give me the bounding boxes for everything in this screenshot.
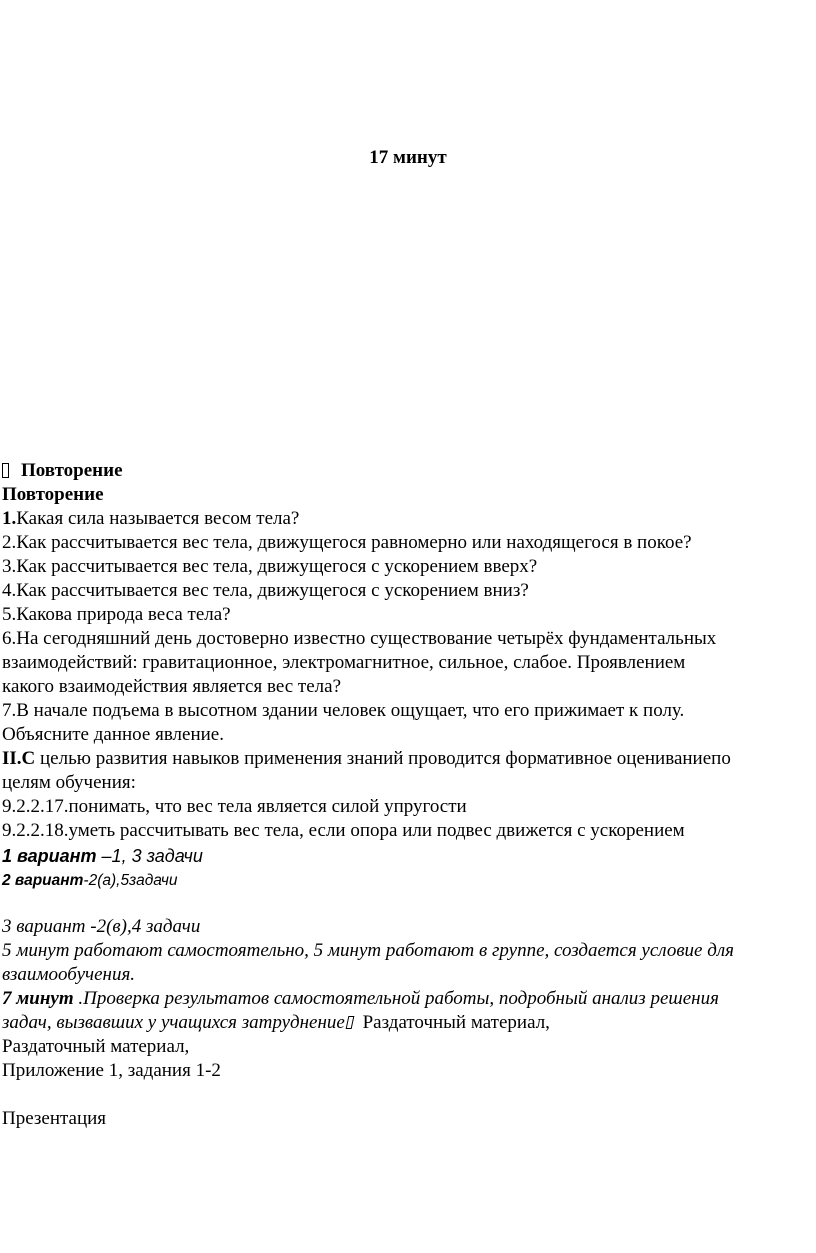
question-3-line: [2, 555, 814, 579]
text-segment: 3.Как рассчитывается вес тела, движущегося с ускорением вверх?: [2, 556, 538, 577]
text-segment: .Проверка результатов самостоятельной работы, подробный анализ решения: [73, 988, 719, 1009]
text-segment: 5 минут работают самостоятельно, 5 минут работают в группе, создается условие для: [2, 940, 734, 961]
text-segment: Раздаточный материал,: [357, 1012, 550, 1033]
text-segment: –1, 3 задачи: [101, 846, 203, 866]
text-segment: 2 вариант: [2, 872, 84, 889]
text-segment: 9.2.2.18.уметь рассчитывать вес тела, если опора или подвес движется с ускорением: [2, 820, 685, 841]
question-4-line: [2, 579, 814, 603]
text-segment: 5.Какова природа веса тела?: [2, 604, 231, 625]
question-6-line: [2, 627, 814, 651]
question-7-line: [2, 699, 814, 723]
variant-3-line: [2, 915, 814, 939]
heading-line: [2, 483, 814, 507]
text-segment: Приложение 1, задания 1-2: [2, 1060, 221, 1081]
text-segment: целям обучения:: [2, 772, 136, 793]
text-segment: какого взаимодействия является вес тела?: [2, 676, 342, 697]
question-1-line: [2, 507, 814, 531]
text-segment: 6.На сегодняшний день достоверно известно существование четырёх фундаментальных: [2, 628, 717, 649]
text-segment: целью развития навыков применения знаний проводится формативное оцениваниепо: [35, 748, 731, 769]
objective-2-line: [2, 819, 814, 843]
timing-5min-continued-line: [2, 963, 814, 987]
bulleted-heading-line: [2, 459, 814, 483]
question-6-continued-line: [2, 675, 814, 699]
text-segment: Какая сила называется весом тела?: [16, 508, 300, 529]
blank-line: [2, 1083, 814, 1107]
resources-line: [2, 1035, 814, 1059]
text-segment: 4.Как рассчитывается вес тела, движущегося с ускорением вниз?: [2, 580, 529, 601]
blank-line: [2, 893, 814, 915]
text-segment: Объясните данное явление.: [2, 724, 224, 745]
timing-7min-line: [2, 987, 814, 1011]
document-body: [2, 459, 814, 1131]
text-segment: Повторение: [2, 484, 104, 505]
question-5-line: [2, 603, 814, 627]
variant-1-line: [2, 843, 814, 871]
objective-1-line: [2, 795, 814, 819]
timing-5min-line: [2, 939, 814, 963]
text-segment: 7 минут: [2, 988, 74, 1009]
text-segment: Раздаточный материал,: [2, 1036, 190, 1057]
text-segment: Презентация: [2, 1108, 107, 1129]
text-segment: задач, вызвавших у учащихся затруднение: [2, 1012, 345, 1033]
text-segment: 1.: [2, 508, 17, 529]
timing-7min-continued-line: [2, 1011, 814, 1035]
text-segment: 1 вариант: [2, 846, 102, 866]
resources-line: [2, 1107, 814, 1131]
section-2-line: [2, 747, 814, 771]
text-segment: 2.Как рассчитывается вес тела, движущегося равномерно или находящегося в покое?: [2, 532, 692, 553]
question-6-continued-line: [2, 651, 814, 675]
text-segment: -2(а),5задачи: [83, 872, 178, 889]
duration-heading: 17 минут: [369, 147, 447, 168]
section-2-continued-line: [2, 771, 814, 795]
question-7-continued-line: [2, 723, 814, 747]
text-segment: взаимообучения.: [2, 964, 136, 985]
text-segment: Повторение: [21, 460, 123, 481]
placeholder-box-icon: [345, 1016, 354, 1029]
text-segment: 3 вариант -2(в),4 задачи: [2, 916, 201, 937]
question-2-line: [2, 531, 814, 555]
text-segment: 7.В начале подъема в высотном здании человек ощущает, что его прижимает к полу.: [2, 700, 685, 721]
resources-line: [2, 1059, 814, 1083]
placeholder-box-icon: [2, 463, 9, 478]
variant-2-line: [2, 871, 814, 893]
text-segment: взаимодействий: гравитационное, электромагнитное, сильное, слабое. Проявлением: [2, 652, 686, 673]
text-segment: II.С: [2, 748, 36, 769]
text-segment: 9.2.2.17.понимать, что вес тела является силой упругости: [2, 796, 467, 817]
